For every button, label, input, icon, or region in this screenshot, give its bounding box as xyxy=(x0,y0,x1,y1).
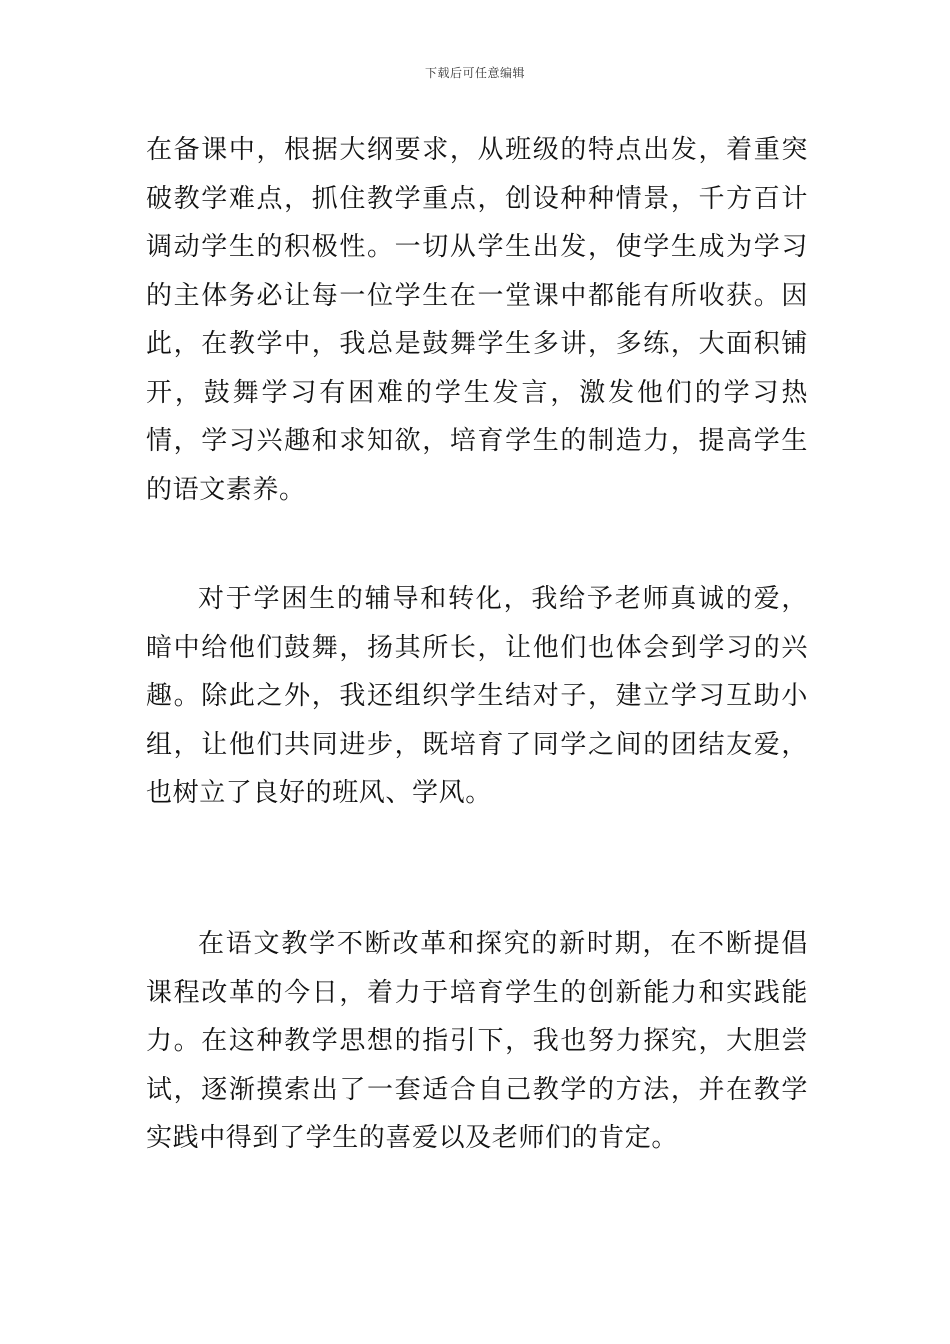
page-header: 下载后可任意编辑 xyxy=(424,66,525,80)
paragraph-teaching-reform: 在语文教学不断改革和探究的新时期，在不断提倡课程改革的今日，着力于培育学生的创新能力和实践能力。在这种教学思想的指引下，我也努力探究，大胆尝试，逐渐摸索出了一套适合自己教学的方法，并在教学实践中得到了学生的喜爱以及老师们的肯定。 xyxy=(146,929,808,1153)
paragraph-struggling-students: 对于学困生的辅导和转化，我给予老师真诚的爱，暗中给他们鼓舞，扬其所长，让他们也体会到学习的兴趣。除此之外，我还组织学生结对子，建立学习互助小组，让他们共同进步，既培育了同学之间的团结友爱，也树立了良好的班风、学风。 xyxy=(146,584,808,808)
paragraph-lesson-preparation: 在备课中，根据大纲要求，从班级的特点出发，着重突破教学难点，抓住教学重点，创设种种情景，千方百计调动学生的积极性。一切从学生出发，使学生成为学习的主体务必让每一位学生在一堂课中都能有所收获。因此，在教学中，我总是鼓舞学生多讲，多练，大面积铺开，鼓舞学习有困难的学生发言，激发他们的学习热情，学习兴趣和求知欲，培育学生的制造力，提高学生的语文素养。 xyxy=(146,135,808,505)
